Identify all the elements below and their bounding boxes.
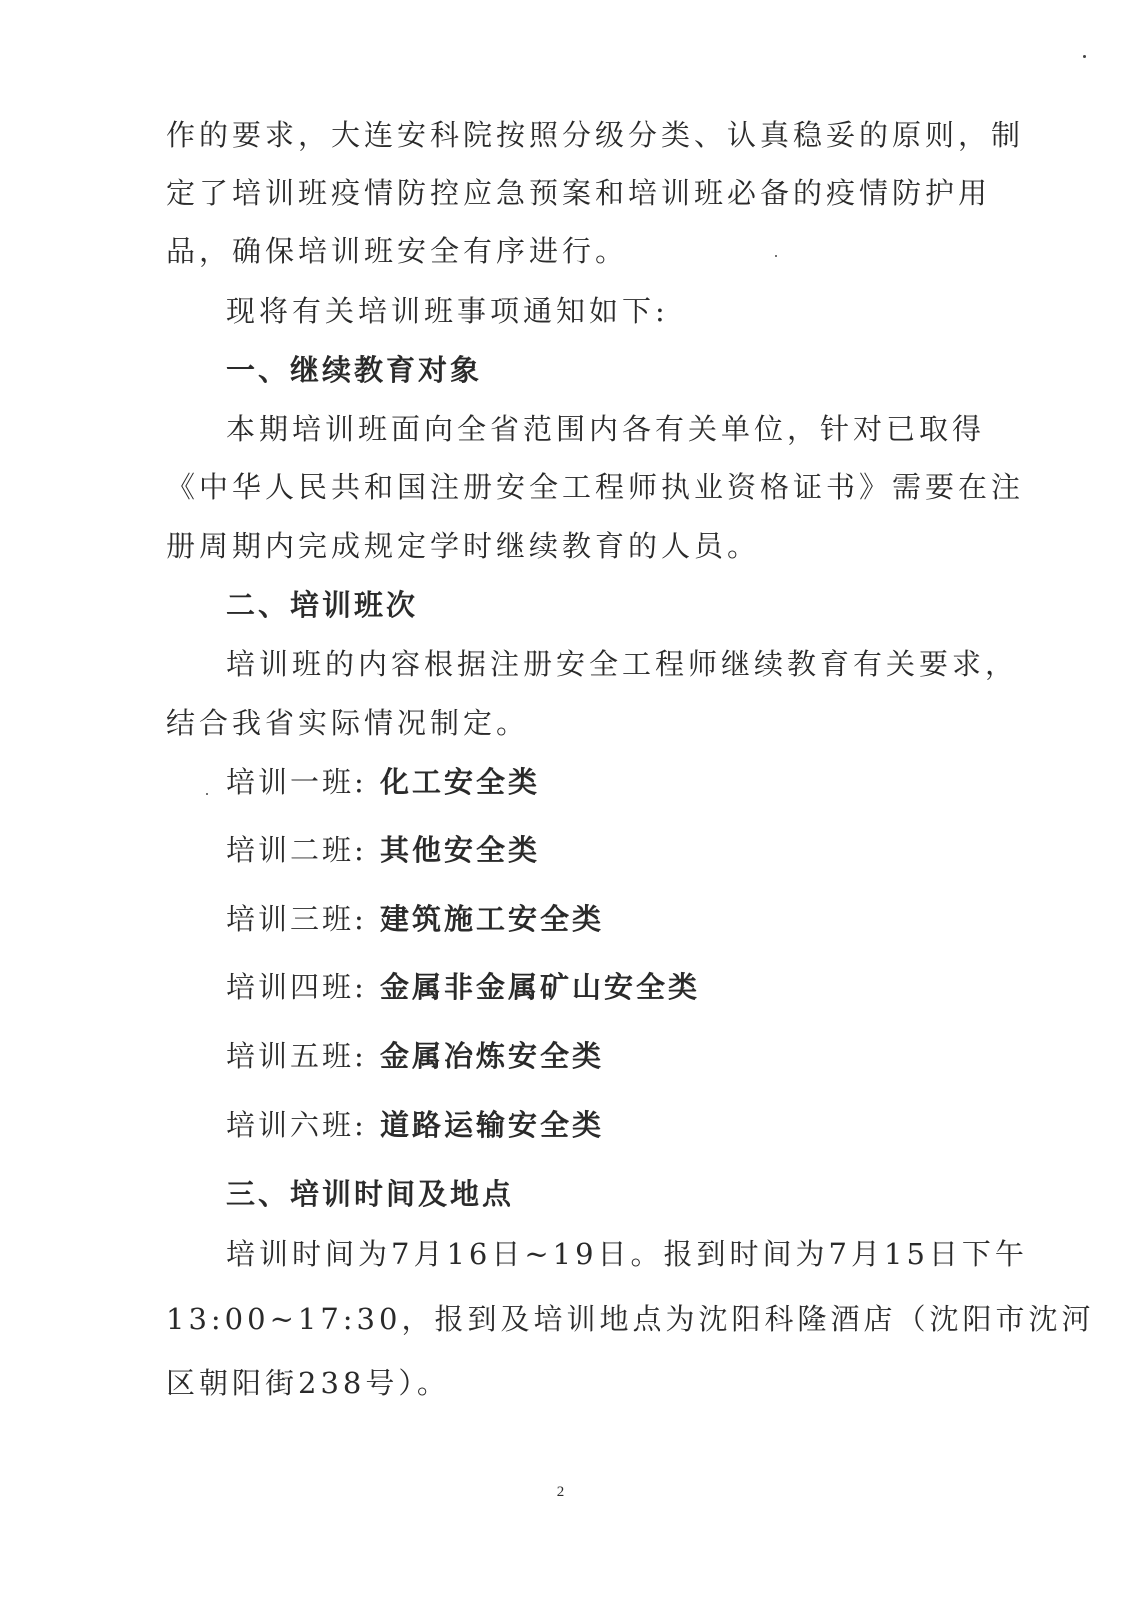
- body-text-line: 作的要求，大连安科院按照分级分类、认真稳妥的原则，制: [166, 118, 1025, 152]
- section-heading: 三、培训时间及地点: [226, 1177, 515, 1211]
- section-heading: 一、继续教育对象: [226, 353, 483, 387]
- body-text-line: 区朝阳街238号）。: [166, 1366, 450, 1400]
- body-text-line: 定了培训班疫情防控应急预案和培训班必备的疫情防护用: [166, 176, 992, 210]
- class-label: 培训二班:: [226, 833, 367, 867]
- body-text-line: 13:00~17:30，报到及培训地点为沈阳科隆酒店（沈阳市沈河: [166, 1302, 1095, 1336]
- class-label: 培训六班:: [226, 1108, 367, 1142]
- page-number: 2: [556, 1484, 565, 1500]
- scan-speck: [1083, 55, 1086, 58]
- class-item: [226, 901, 604, 937]
- class-name: 金属非金属矿山安全类: [380, 970, 701, 1004]
- class-label: 培训三班:: [226, 902, 367, 936]
- class-label: 培训四班:: [226, 970, 367, 1004]
- body-text-line: 《中华人民共和国注册安全工程师执业资格证书》需要在注: [166, 470, 1025, 504]
- class-name: 道路运输安全类: [380, 1108, 605, 1142]
- notice-intro: 现将有关培训班事项通知如下:: [226, 294, 669, 328]
- class-item: [226, 764, 540, 800]
- body-text-line: 培训班的内容根据注册安全工程师继续教育有关要求，: [226, 647, 1019, 681]
- scan-speck: [206, 793, 208, 795]
- scan-speck: [775, 255, 777, 257]
- body-text-line: 培训时间为7月16日~19日。报到时间为7月15日下午: [226, 1237, 1028, 1271]
- class-name: 其他安全类: [380, 833, 541, 867]
- class-item: [226, 1038, 604, 1074]
- class-name: 化工安全类: [380, 765, 541, 799]
- class-name: 建筑施工安全类: [380, 902, 605, 936]
- class-item: [226, 1107, 604, 1143]
- class-item: [226, 969, 700, 1005]
- section-heading: 二、培训班次: [226, 588, 419, 622]
- body-text-line: 品，确保培训班安全有序进行。: [166, 234, 629, 268]
- class-label: 培训五班:: [226, 1039, 367, 1073]
- class-name: 金属冶炼安全类: [380, 1039, 605, 1073]
- class-item: [226, 832, 540, 868]
- body-text-line: 结合我省实际情况制定。: [166, 706, 530, 740]
- body-text-line: 册周期内完成规定学时继续教育的人员。: [166, 529, 761, 563]
- body-text-line: 本期培训班面向全省范围内各有关单位，针对已取得: [226, 412, 986, 446]
- class-label: 培训一班:: [226, 765, 367, 799]
